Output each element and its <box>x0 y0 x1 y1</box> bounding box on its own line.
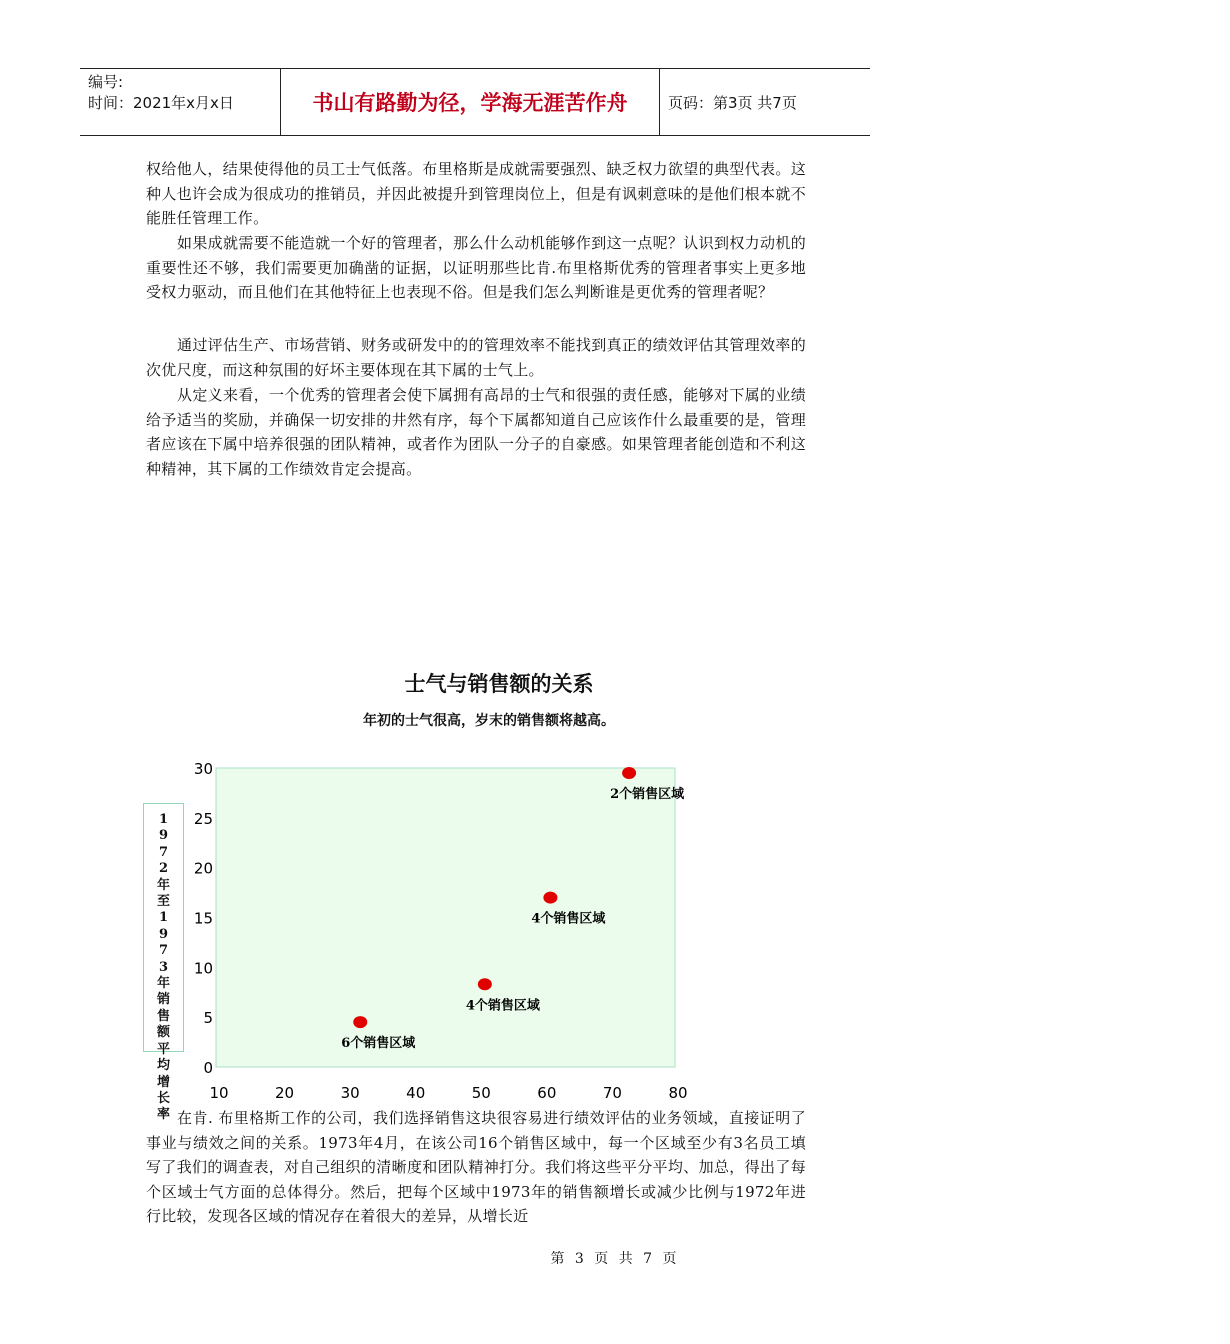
x-tick-label: 10 <box>209 1084 229 1102</box>
paragraph-sales-study: 在肯. 布里格斯工作的公司，我们选择销售这块很容易进行绩效评估的业务领域，直接证明了事业与绩效之间的关系。1973年4月，在该公司16个销售区域中，每一个区域至少有3名员工填写了我们的调查表，对自己组织的清晰度和团队精神打分。我们将这些平分平均、加总，得出了每个区域士气方面的总体得分。然后，把每个区域中1973年的销售额增长或减少比例与1972年进行比较，发现各区域的情况存在着很大的差异，从增长近 <box>146 1109 806 1226</box>
data-label: 2个销售区域 <box>610 786 685 802</box>
paragraph-motivation: 如果成就需要不能造就一个好的管理者，那么什么动机能够作到这一点呢？认识到权力动机的重要性还不够，我们需要更加确凿的证据，以证明那些比肯.布里格斯优秀的管理者事实上更多地受权力驱动，而且他们在其他特征上也表现不俗。但是我们怎么判断谁是更优秀的管理者呢？ <box>146 234 806 302</box>
x-tick-label: 80 <box>668 1084 688 1102</box>
y-axis-label: 1972年至1973年销售额平均增长率 <box>156 812 170 1123</box>
chart-title: 士气与销售额的关系 <box>404 672 594 696</box>
paragraph-definition: 从定义来看，一个优秀的管理者会使下属拥有高昂的士气和很强的责任感，能够对下属的业绩给予适当的奖励，并确保一切安排的井然有序，每个下属都知道自己应该作什么最重要的是，管理者应该在下属中培养很强的团队精神，或者作为团队一分子的自豪感。如果管理者能创造和不利这种精神，其下属的工作绩效肯定会提高。 <box>146 386 806 478</box>
chart-subtitle: 年初的士气很高，岁末的销售额将越高。 <box>363 713 615 729</box>
y-tick-label: 20 <box>193 859 213 878</box>
paragraph-evaluation: 通过评估生产、市场营销、财务或研发中的的管理效率不能找到真正的绩效评估其管理效率的次优尺度，而这种氛围的好坏主要体现在其下属的士气上。 <box>146 336 806 379</box>
x-tick-label: 20 <box>275 1084 295 1102</box>
y-tick-label: 25 <box>193 809 213 828</box>
data-label: 4个销售区域 <box>465 998 540 1014</box>
x-tick-label: 70 <box>602 1084 622 1102</box>
y-tick-label: 0 <box>203 1059 213 1077</box>
y-tick-label: 15 <box>193 909 213 928</box>
y-tick-label: 5 <box>203 1009 213 1028</box>
x-tick-label: 50 <box>471 1084 491 1102</box>
y-tick-label: 10 <box>193 959 213 978</box>
header-page-code: 页码：第3页 共7页 <box>668 93 797 112</box>
header-motto: 书山有路勤为径，学海无涯苦作舟 <box>280 69 660 135</box>
paragraph-continuation: 权给他人，结果使得他的员工士气低落。布里格斯是成就需要强烈、缺乏权力欲望的典型代表。这种人也许会成为很成功的推销员，并因此被提升到管理岗位上，但是有讽刺意味的是他们根本就不能胜任管理工作。 <box>146 160 806 228</box>
page-footer: 第 3 页 共 7 页 <box>550 1251 680 1267</box>
x-tick-label: 30 <box>340 1084 360 1102</box>
x-tick-label: 60 <box>537 1084 557 1102</box>
document-number-label: 编号: <box>88 73 124 91</box>
x-tick-label: 40 <box>406 1084 426 1102</box>
data-point <box>353 1016 367 1028</box>
y-tick-label: 30 <box>193 760 213 778</box>
document-date-label: 时间：2021年x月x日 <box>88 94 234 112</box>
data-point <box>622 767 636 779</box>
y-axis-label-box <box>143 803 184 1123</box>
data-point <box>543 892 557 904</box>
plot-area <box>216 768 675 1067</box>
data-point <box>478 978 492 990</box>
data-label: 6个销售区域 <box>341 1036 416 1052</box>
data-label: 4个销售区域 <box>531 911 606 927</box>
